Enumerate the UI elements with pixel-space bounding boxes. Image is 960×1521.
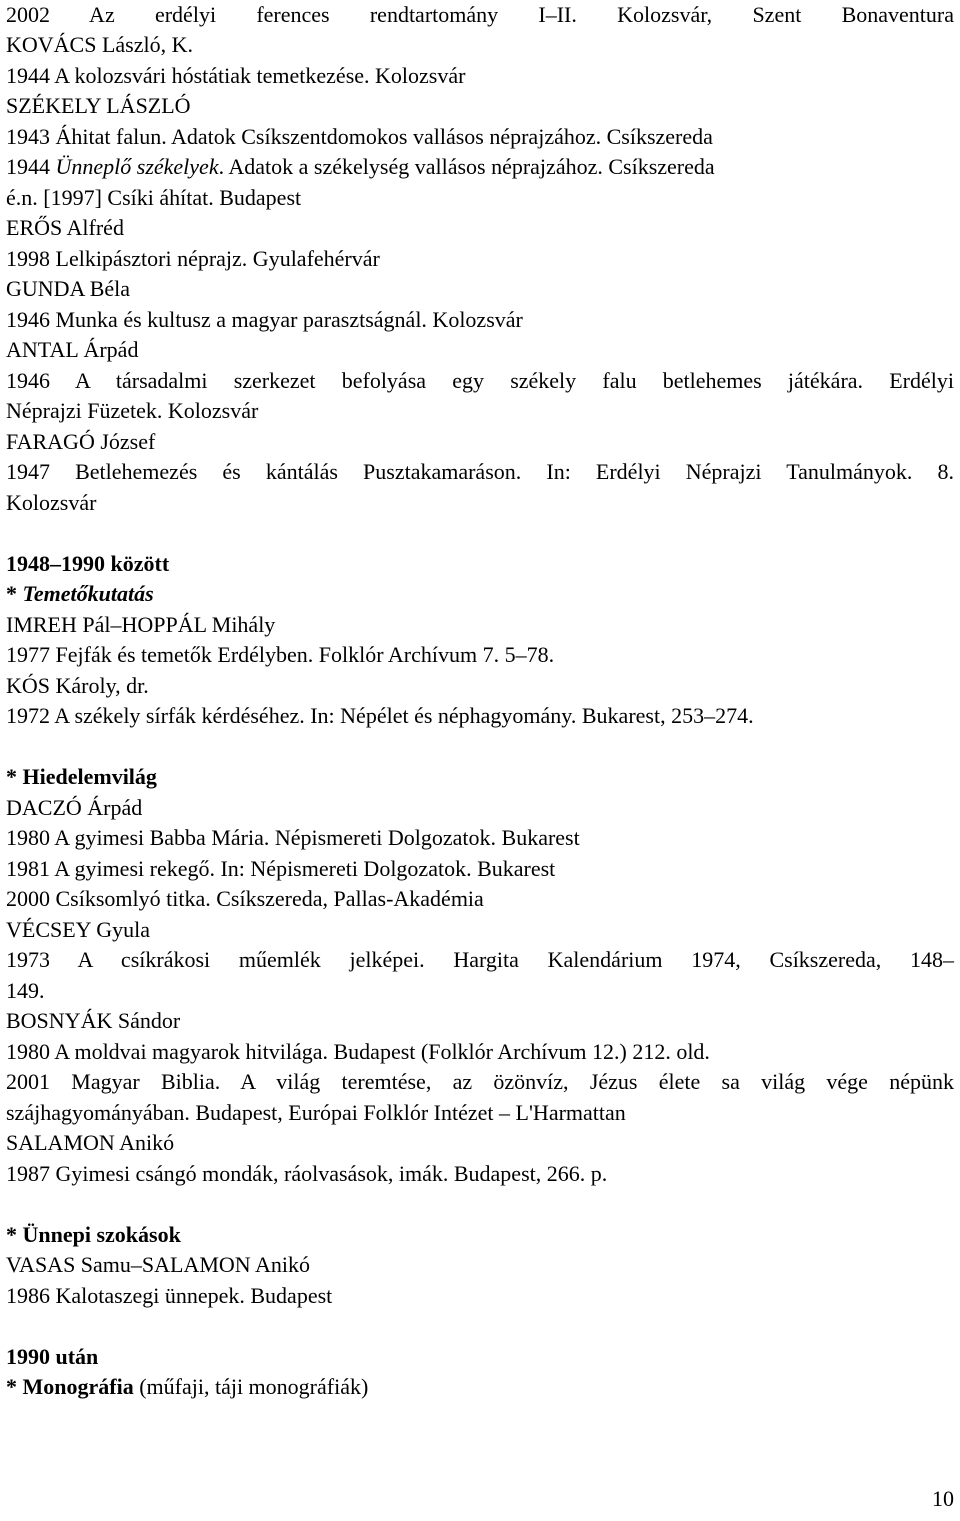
author-line: ANTAL Árpád	[6, 337, 139, 362]
author-line: SZÉKELY LÁSZLÓ	[6, 93, 191, 118]
author-line: BOSNYÁK Sándor	[6, 1008, 181, 1033]
bib-entry-line: 1943 Áhitat falun. Adatok Csíkszentdomokos vallásos néprajzához. Csíkszereda	[6, 124, 713, 149]
bib-entry-line: 1980 A moldvai magyarok hitvilága. Budapest (Folklór Archívum 12.) 212. old.	[6, 1039, 710, 1064]
author-line: DACZÓ Árpád	[6, 795, 143, 820]
bib-entry-line: é.n. [1997] Csíki áhítat. Budapest	[6, 185, 302, 210]
bib-entry-line: 2002 Az erdélyi ferences rendtartomány I–II. Kolozsvár, Szent Bonaventura	[6, 2, 954, 27]
bib-entry-line: szájhagyományában. Budapest, Európai Folklór Intézet – L'Harmattan	[6, 1100, 626, 1125]
bib-entry-line: 149.	[6, 978, 45, 1003]
author-line: FARAGÓ József	[6, 429, 156, 454]
author-line: VÉCSEY Gyula	[6, 917, 151, 942]
bib-entry-line: 1947 Betlehemezés és kántálás Pusztakamaráson. In: Erdélyi Néprajzi Tanulmányok. 8.	[6, 459, 954, 484]
author-line: KÓS Károly, dr.	[6, 673, 149, 698]
author-line: KOVÁCS László, K.	[6, 32, 193, 57]
bib-entry-line: 2001 Magyar Biblia. A világ teremtése, az özönvíz, Jézus élete sa világ vége népünk	[6, 1069, 954, 1094]
bib-entry-line: 1946 Munka és kultusz a magyar parasztságnál. Kolozsvár	[6, 307, 523, 332]
bib-entry-line: 1944 A kolozsvári hóstátiak temetkezése. Kolozsvár	[6, 63, 466, 88]
subsection-heading: * Ünnepi szokások	[6, 1222, 181, 1247]
bib-entry-line: 1987 Gyimesi csángó mondák, ráolvasások, imák. Budapest, 266. p.	[6, 1161, 608, 1186]
author-line: ERŐS Alfréd	[6, 215, 124, 240]
bib-entry-line: 1946 A társadalmi szerkezet befolyása egy székely falu betlehemes játékára. Erdélyi	[6, 368, 954, 393]
bib-entry-line: 1986 Kalotaszegi ünnepek. Budapest	[6, 1283, 333, 1308]
bib-entry-line: 1981 A gyimesi rekegő. In: Népismereti Dolgozatok. Bukarest	[6, 856, 556, 881]
page-number: 10	[932, 1486, 954, 1511]
bib-entry-line: 1998 Lelkipásztori néprajz. Gyulafehérvár	[6, 246, 380, 271]
author-line: GUNDA Béla	[6, 276, 131, 301]
bib-entry-line: 1944 Ünneplő székelyek. Adatok a székelység vallásos néprajzához. Csíkszereda	[6, 154, 715, 179]
section-heading: 1990 után	[6, 1344, 99, 1369]
italic-title: Ünneplő székelyek	[55, 154, 219, 179]
bib-entry-line: 1977 Fejfák és temetők Erdélyben. Folklór Archívum 7. 5–78.	[6, 642, 555, 667]
bib-entry-line: 1972 A székely sírfák kérdéséhez. In: Népélet és néphagyomány. Bukarest, 253–274.	[6, 703, 754, 728]
author-line: IMREH Pál–HOPPÁL Mihály	[6, 612, 276, 637]
author-line: SALAMON Anikó	[6, 1130, 175, 1155]
bib-entry-line: 1973 A csíkrákosi műemlék jelképei. Hargita Kalendárium 1974, Csíkszereda, 148–	[6, 947, 954, 972]
subsection-heading: * Temetőkutatás	[6, 581, 154, 606]
author-line: VASAS Samu–SALAMON Anikó	[6, 1252, 310, 1277]
bib-entry-line: Néprajzi Füzetek. Kolozsvár	[6, 398, 259, 423]
subsection-heading: * Hiedelemvilág	[6, 764, 157, 789]
bib-entry-line: 2000 Csíksomlyó titka. Csíkszereda, Pallas-Akadémia	[6, 886, 484, 911]
bib-entry-line: 1980 A gyimesi Babba Mária. Népismereti Dolgozatok. Bukarest	[6, 825, 580, 850]
bib-entry-line: Kolozsvár	[6, 490, 97, 515]
subsection-heading: * Monográfia (műfaji, táji monográfiák)	[6, 1374, 369, 1399]
section-heading: 1948–1990 között	[6, 551, 170, 576]
